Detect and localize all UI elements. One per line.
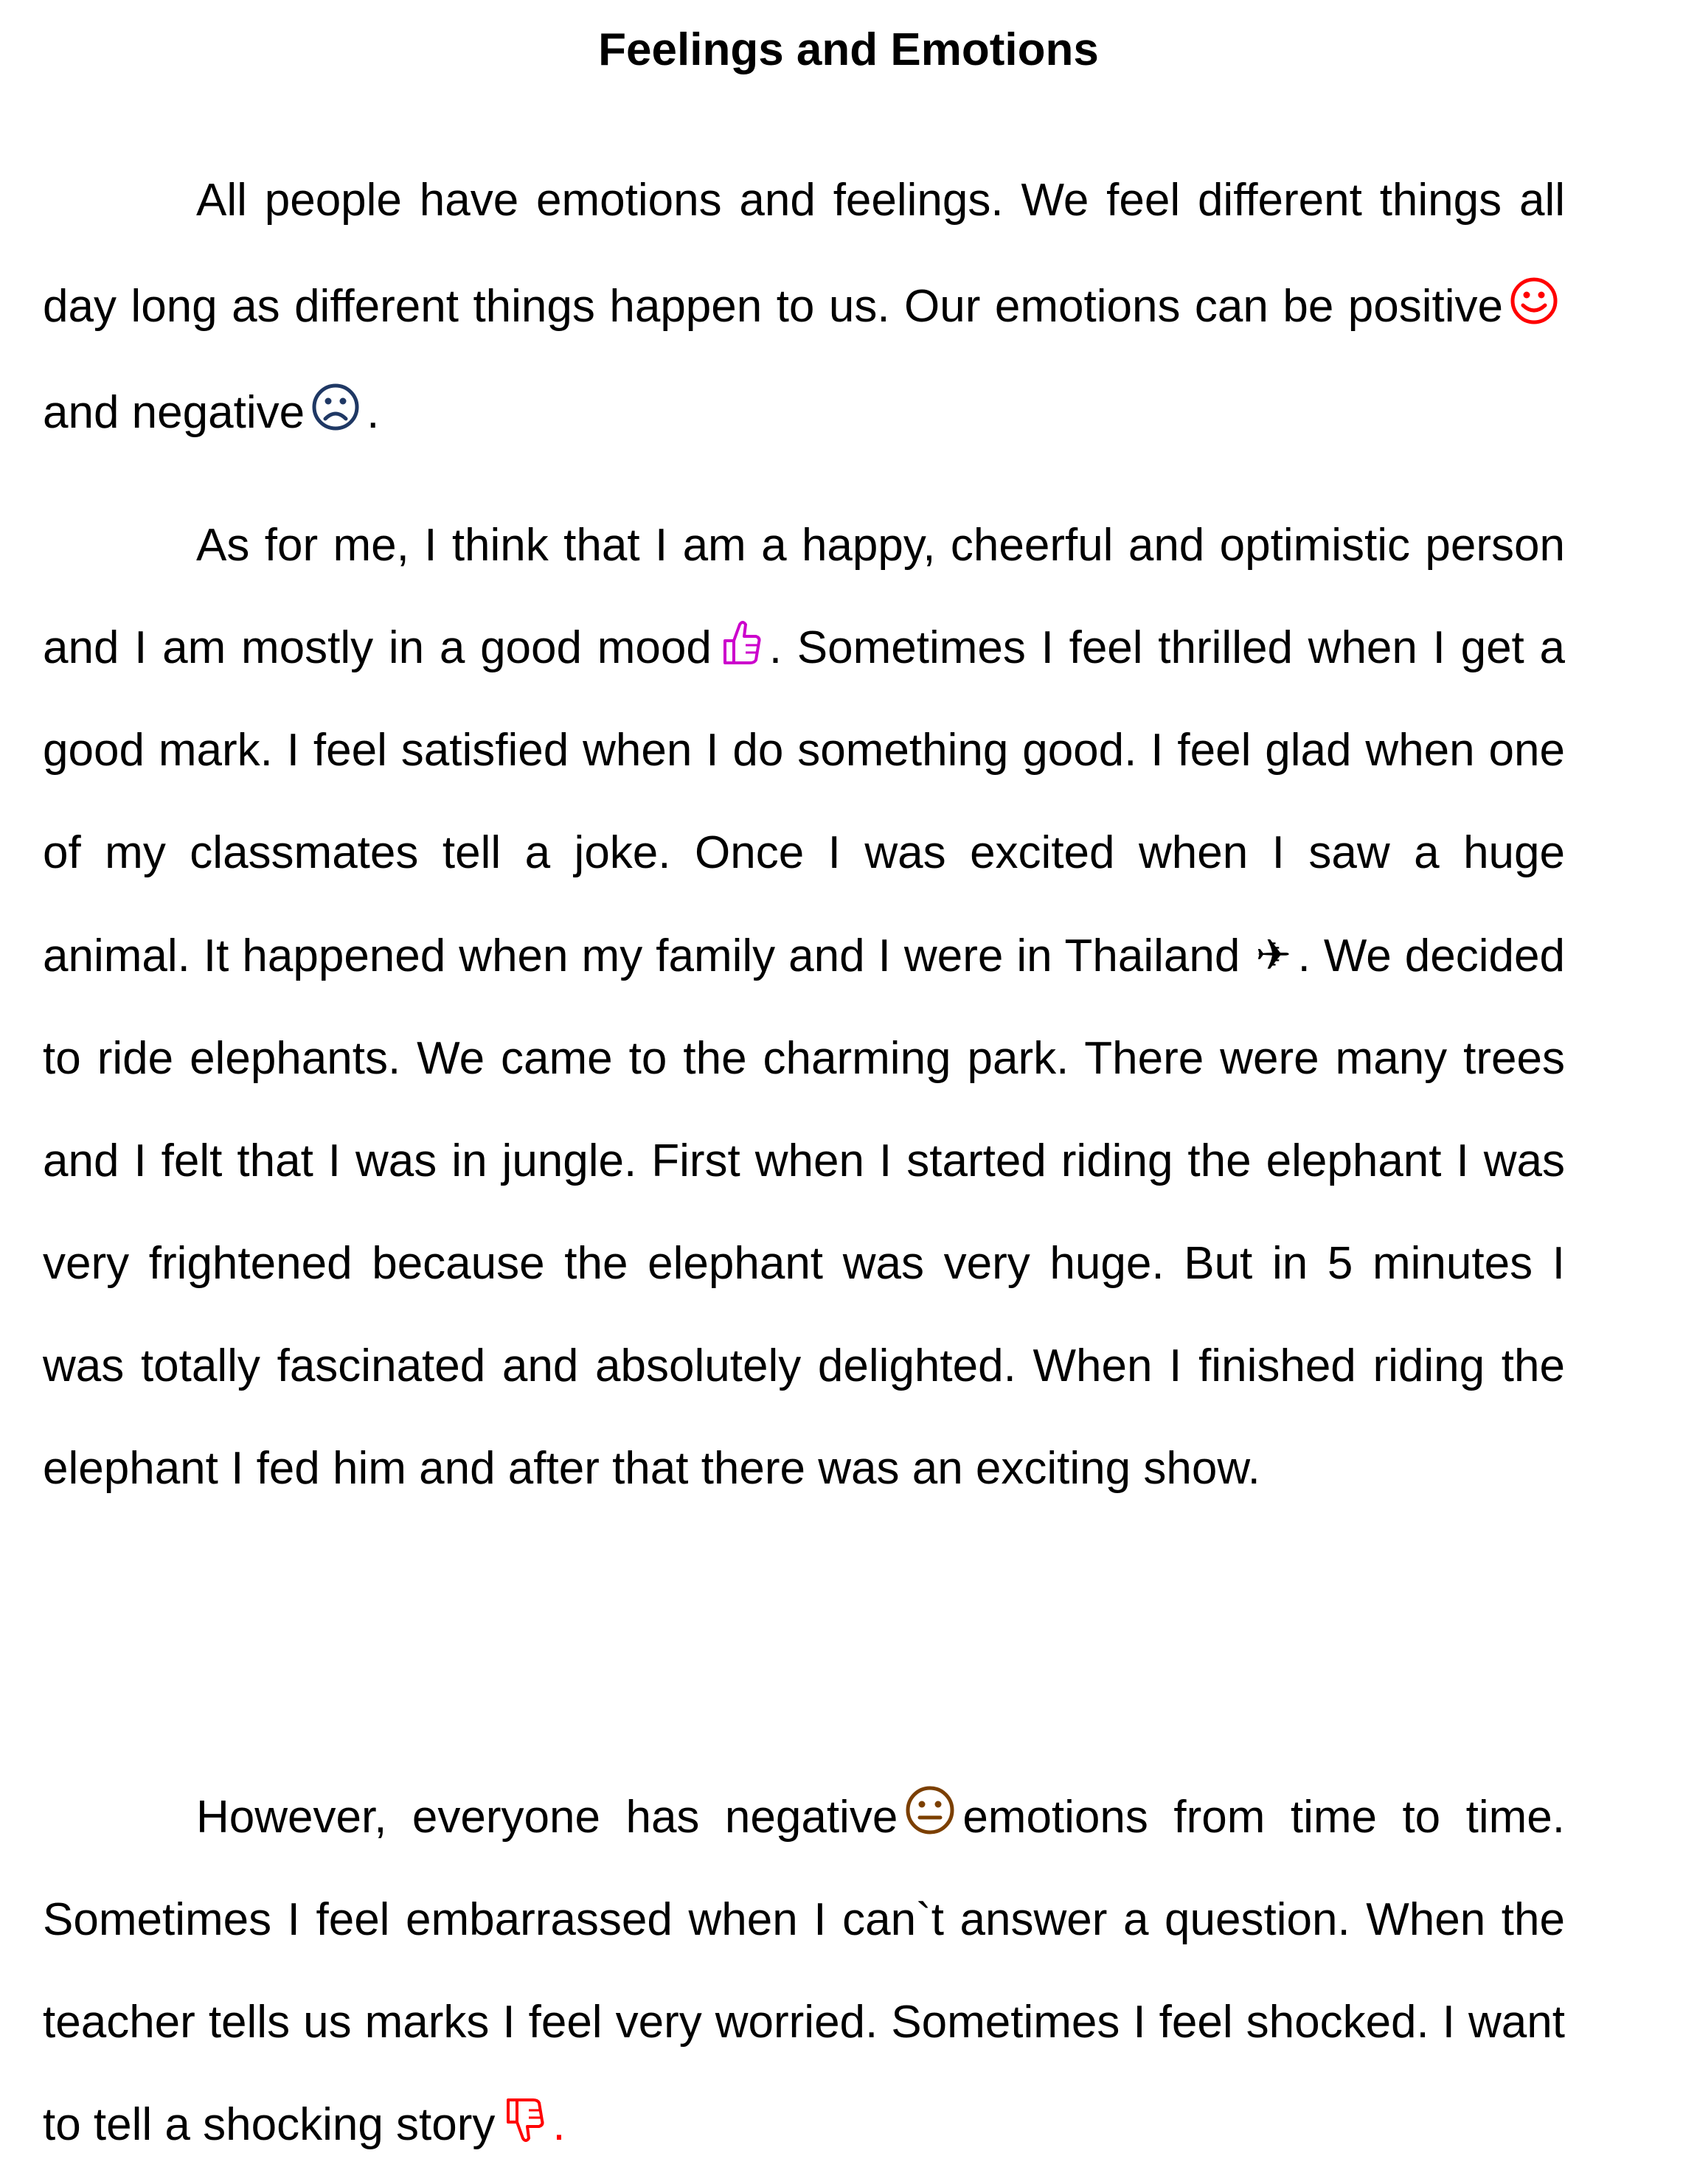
paragraph-1-text-b: and negative	[43, 387, 305, 438]
thumbs-up-icon	[718, 619, 763, 667]
airplane-icon: ✈	[1254, 930, 1292, 980]
document-title: Feelings and Emotions	[598, 24, 1099, 75]
neutral-face-icon	[903, 1784, 957, 1837]
paragraph-1	[43, 147, 1565, 466]
smiley-face-icon	[1509, 276, 1559, 326]
paragraph-3-text-a: However, everyone has negative	[196, 1792, 898, 1843]
paragraph-3-text-b: emotions from time to time. Sometimes I feel embarrassed when I can`t answer a question. When the teacher tells us marks I feel very worried. Sometimes I feel shocked. I want to tell a shocking story	[43, 1792, 1565, 2150]
paragraph-2-text-a: As for me, I think that I am a happy, cheerful and optimistic person and I am mostly in a good mood	[43, 520, 1565, 673]
frowning-face-icon	[310, 382, 361, 432]
paragraph-3-text-c: .	[552, 2099, 566, 2150]
paragraph-2	[43, 494, 1565, 1520]
paragraph-1-text-a: All people have emotions and feelings. We feel different things all day long as different things happen to us. Our emotions can be positive	[43, 175, 1565, 332]
thumbs-down-icon	[501, 2096, 546, 2144]
paragraph-2-text-b: . Sometimes I feel thrilled when I get a good mark. I feel satisfied when I do something good. I feel glad when one of my classmates tell a joke. Once I was excited when I saw a huge animal. It happened when my family and I were in Thailand	[43, 622, 1565, 981]
paragraph-2-text-c: . We decided to ride elephants. We came to the charming park. There were many trees and I felt that I was in jungle. First when I started riding the elephant I was very frightened because the elephant was very huge. But in 5 minutes I was totally fascinated and absolutely delighted. When I finished riding the elephant I fed him and after that there was an exciting show.	[43, 931, 1565, 1494]
paragraph-1-text-c: .	[367, 387, 380, 438]
paragraph-3	[43, 1766, 1565, 2176]
